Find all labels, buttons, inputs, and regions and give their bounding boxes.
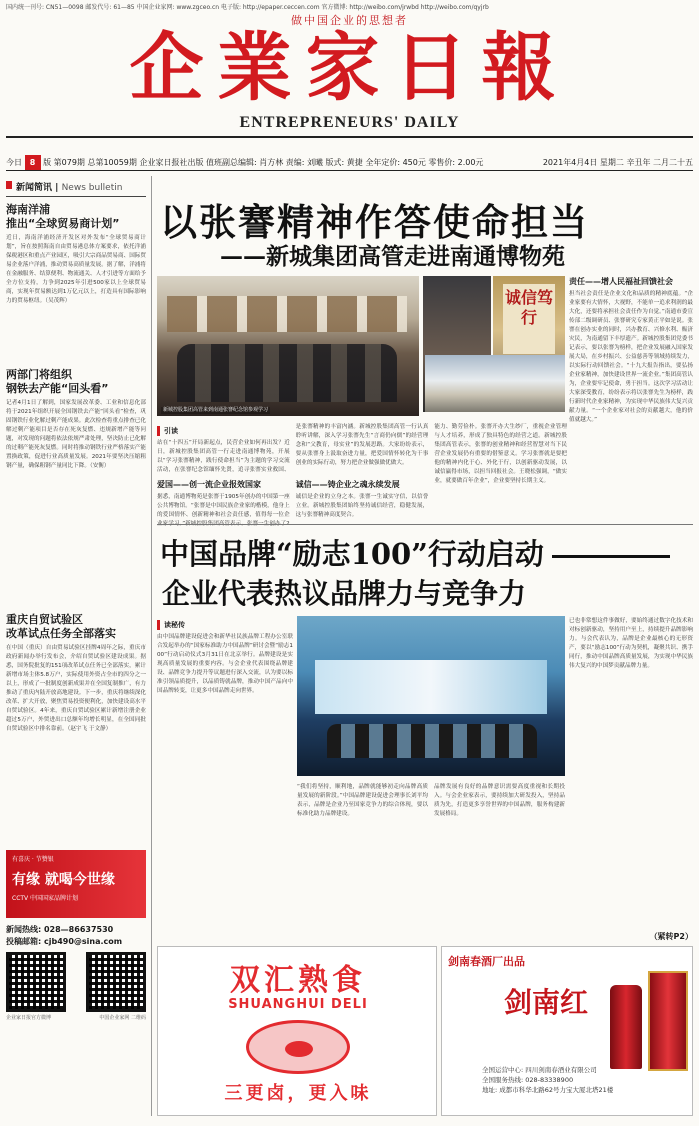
qr-caption: 企业家日报官方微博 — [6, 1015, 52, 1021]
ad-subtitle: SHUANGHUI DELI — [228, 997, 368, 1012]
ad-logo: 剑南红 — [504, 986, 589, 1019]
ad-title: 双汇熟食 — [230, 963, 366, 998]
news-bulletin-column — [6, 176, 152, 1116]
article-body: 品牌发展有良好的品牌意识需要高度重视和长期投入。与会企业家表示，要持续加大研发投入，坚持品质为先，打造更多享誉世界的中国品牌，服务构建新发展格局。 — [434, 784, 565, 817]
visitors-group — [177, 344, 397, 402]
article-column — [296, 420, 429, 529]
issue-today-label: 今日 — [6, 158, 22, 167]
article-body: 已也非常想这件事做好，要始终通过数字化技术和对标创新驱动，坚持用户至上，持续提升品牌影响力。与会代表认为，品牌是企业最核心的无形资产，要以“励志100”行动为契机，凝聚共识、携手同行，推动中国品牌高质量发展，为实现中华民族伟大复兴的中国梦贡献品牌力量。 — [569, 618, 693, 669]
issue-info: 版 第079期 总第10059期 企业家日报社出版 值班副总编辑: 肖方林 责编: 刘曦 版式: 黄捷 全年定价: 450元 零售价: 2.00元 — [43, 158, 484, 167]
masthead-title: 企業家日報 — [129, 25, 570, 111]
second-bottom-columns — [297, 780, 565, 933]
qr-captions — [6, 1014, 146, 1021]
qr-codes — [6, 952, 146, 1012]
lead-subhead: ——新城集团高管走进南通博物苑 — [220, 243, 565, 270]
article-column — [434, 420, 567, 529]
news-photo[interactable] — [157, 276, 419, 416]
ad-heading: 剑南春酒厂出品 — [448, 955, 525, 968]
ad-line: 有喜庆 · 节赞银 — [12, 856, 54, 863]
masthead-english: ENTREPRENEURS' DAILY — [239, 114, 460, 131]
photo-caption: 新城控股集团高管来到南通张謇纪念馆参观学习 — [163, 407, 269, 413]
second-left-column — [157, 614, 293, 933]
qr-code-icon[interactable] — [86, 952, 146, 1012]
article-body: 能力、勤劳俭朴。张謇开办大生纱厂，重视企业管理与人才培养，形成了独具特色的经营之道。新城控股集团高管表示，张謇的创业精神和经营智慧对当下民营企业发展仍有重要的借鉴意义。学习张謇就是要把他的精神内化于心、外化于行，以创新驱动发展，以诚信赢得市场，以担当回报社会。王晓松强调，“做实业，就要做百年企业”，企业要坚持长期主义。 — [434, 424, 568, 484]
masthead-rule — [6, 136, 693, 138]
section-title: 新闻简讯 — [16, 183, 53, 193]
subsection-heading: 爱国——创一流企业报效国家 — [157, 480, 261, 489]
second-headline[interactable] — [160, 532, 670, 573]
exhibit-frames — [167, 296, 407, 332]
article-body: 由中国品牌建设促进会和新华社民族品牌工程办公室联合发起举办的“国家标准助力中国品牌”研讨会暨“励志100”行动启动仪式3月31日在北京举行。品牌建设是实现高质量发展的重要内容。与会企业代表围绕品牌建设、品牌竞争力提升等议题进行深入交流，认为要以标准引领品质提升，以品质铸就品牌，推动中国产品向中国品牌转变，让更多中国品牌走向世界。 — [157, 634, 293, 694]
liquor-advertisement[interactable] — [6, 850, 146, 918]
brief-headline[interactable]: 重庆自贸试验区 改革试点任务全部落实 — [6, 613, 116, 640]
contact-info — [6, 924, 146, 948]
ad-slogan: 三更卤，更入味 — [224, 1083, 372, 1104]
article-body: 站在“十四五”开局新起点，民营企业如何再出发？近日，新城控股集团高管一行走进南通博物苑，开展以“学习张謇精神，践行使命担当”为主题的学习交流活动，在张謇纪念馆缅怀先贤，追寻张謇实业救国、 — [157, 440, 290, 473]
subsection-heading: 责任——增人民福祉回馈社会 — [569, 277, 673, 286]
jiannanchun-advertisement[interactable] — [441, 946, 693, 1116]
second-headline-text: 中国品牌“励志100”行动启动 — [160, 537, 544, 571]
brief-headline[interactable]: 两部门将组织 钢铁去产能“回头看” — [6, 368, 109, 395]
news-photo[interactable] — [425, 355, 565, 412]
article-column — [434, 780, 565, 933]
brief-headline[interactable]: 海南洋浦 推出“全球贸易商计划” — [6, 203, 120, 230]
issue-bar — [6, 155, 693, 171]
calligraphy-sign: 诚信笃行 — [503, 284, 555, 354]
masthead-slogan: 做中国企业的思想者 — [291, 14, 408, 27]
article-column — [297, 780, 428, 933]
top-info-bar: 国内统一刊号: CN51—0098 邮发代号: 61—85 中国企业家网: www.zgceo.cn 电子版: http://epaper.ceccen.com 官方微博: http://weibo.com/jrwbd http://weibo.com/qyjrb — [6, 4, 489, 11]
section-title-en: News bulletin — [61, 183, 123, 193]
intro-label: 读秘传 — [157, 620, 293, 630]
headline-rule — [552, 555, 670, 558]
article-column — [157, 420, 290, 529]
stage-screen — [315, 660, 547, 714]
second-subhead: 企业代表热议品牌力与竞争力 — [162, 577, 527, 610]
submission-email[interactable]: 投稿邮箱: cjb490@sina.com — [6, 937, 123, 946]
qr-code-icon[interactable] — [6, 952, 66, 1012]
brief-body: 在中国（重庆）自由贸易试验区挂牌4周年之际，重庆市政府新闻办举行发布会，介绍自贸试验区建设成果。据悉，国务院批复的151项改革试点任务已全部落实，累计新增市场主体5.8万户，实际使用外资占全市的四分之一以上，形成了一批制度创新成果并在全国复制推广，有力推动了重庆内陆开放高地建设。下一步，重庆将继续深化改革、扩大开放，聚焦贸易投资便利化，加快建设高水平自贸试验区。4年来，重庆自贸试验区累计新增注册企业超过5万户，外贸进出口总额年均增长明显，在全国同批自贸试验区中排名靠前。（赵宇飞 于文静） — [6, 645, 146, 732]
forum-photo[interactable] — [297, 616, 565, 776]
article-body: 据悉，南通博物苑是张謇于1905年创办的中国第一座公共博物馆。“张謇是中国民族企业家的楷模，他身上的爱国情怀、创新精神和社会责任感，值得每一位企 — [157, 494, 290, 518]
article-body: 是张謇精神的丰富内涵。新城控股集团高管一行认真聆听讲解，深入学习张謇先生“言商仍向儒”的经营理念和“父教育，母实业”的发展思路。大家纷纷表示，要从张謇身上汲取奋进力量，把爱国情怀转化为干事创业的实际行动，努力把企业做强做优做大。 — [295, 424, 429, 466]
lead-headline[interactable]: 以张謇精神作答使命担当 — [160, 200, 589, 244]
gift-box-icon — [648, 971, 688, 1071]
page-number-badge: 8 — [25, 155, 41, 171]
article-body: 担当社会责任是企业文化和品质的精神底蕴。“企业家要有大情怀，大视野，不能单一追求利润的最大化，还要将承担社会责任作为自觉。”南通市委宣传部二级调研员、张謇研究专家黄正平如是说。张謇在创办实业的同时，兴办教育、兴修水利、赈济灾民，为南通留下丰厚遗产。新城控股集团党委书记表示，要以张謇为榜样，把企业发展融入国家发展大局，在乡村振兴、公益慈善等领域持续发力，以实际行动回馈社会。“十九大报告指出，要弘扬企业家精神，加快建设世界一流企业。”集团高管认为，企业要牢记使命，勇于担当。这次学习活动让大家深受教育，纷纷表示将以张謇先生为榜样，践行新时代企业家精神，为实现中华民族伟大复兴贡献力量。“一个企业家对社会的贡献越大，他的价值就越大。” — [569, 291, 693, 423]
ad-brand: 有缘 就喝今世缘 — [12, 872, 115, 888]
lead-body-columns — [157, 420, 567, 529]
ad-contact-info: 全国运营中心: 四川剑南春酒业有限公司 全国服务热线: 028-83338900 地址: 成都市科华北路62号力宝大厦北塔21楼 — [482, 1066, 614, 1094]
bottle-icon — [610, 985, 642, 1069]
article-body: 诚信是企业的立身之本。张謇一生诚实守信，以信誉立业。新城控股集团始终坚持诚信经营，稳健发展，这与张謇精神高度契合。 — [295, 494, 429, 518]
pig-logo-icon — [246, 1020, 350, 1074]
issue-date: 2021年4月4日 星期二 辛丑年 二月二十五 — [542, 158, 693, 167]
lead-right-column — [569, 276, 693, 530]
article-body: “我们将坚持，顺利地，品牌就能够初走向品牌高质量发展的新阶段。”中国品牌建设促进会理事长刘平均表示，品牌是企业乃至国家竞争力的综合体现，要以标准化助力品牌建设。 — [297, 784, 428, 817]
panel-speakers — [327, 724, 537, 758]
shuanghui-advertisement[interactable] — [157, 946, 437, 1116]
brief-body: 记者4月1日了解到，国家发展改革委、工业和信息化部将于2021年组织开展全国钢铁去产能“回头看”检查，巩固钢铁行业化解过剩产能成果。此次检查将重点排查已化解过剩产能项目是否存在死灰复燃、违规新增产能等问题，对发现的问题将依法依规严肃处理，坚决防止已化解的过剩产能死灰复燃。同时将推动钢铁行业严格落实产能置换政策，促进行业高质量发展。2021年要坚决压缩粗钢产量，确保粗钢产量同比下降。（安衡） — [6, 400, 146, 469]
ad-line: CCTV 中国国家品牌计划 — [12, 895, 79, 902]
qr-caption: 中国企业家网 二维码 — [99, 1015, 146, 1021]
brief-body: 近日，海南洋浦经济开发区对外发布“全球贸易商计划”，旨在按照海南自由贸易港总体方案要求，依托洋浦保税港区和重点产业园区，吸引大宗商品贸易商、国际贸易企业落户洋浦，推动贸易高质量发展。据了解，洋浦将在金融服务、结算便利、物流通关、人才引进等方面给予全方位支持，力争到2025年引进500家以上全球贸易商，实现年贸易额达到1万亿元以上，打造具有国际影响力的贸易枢纽。（吴茂辉） — [6, 235, 146, 304]
section-divider — [157, 524, 693, 525]
intro-label: 引读 — [157, 426, 290, 436]
continued-tag: （紧转P2） — [649, 932, 693, 941]
subsection-heading: 诚信——铸企业之魂永续发展 — [295, 480, 400, 489]
section-header: 新闻简讯 | News bulletin — [6, 176, 146, 197]
second-right-column — [569, 614, 693, 944]
news-hotline: 新闻热线: 028—86637530 — [6, 925, 114, 934]
